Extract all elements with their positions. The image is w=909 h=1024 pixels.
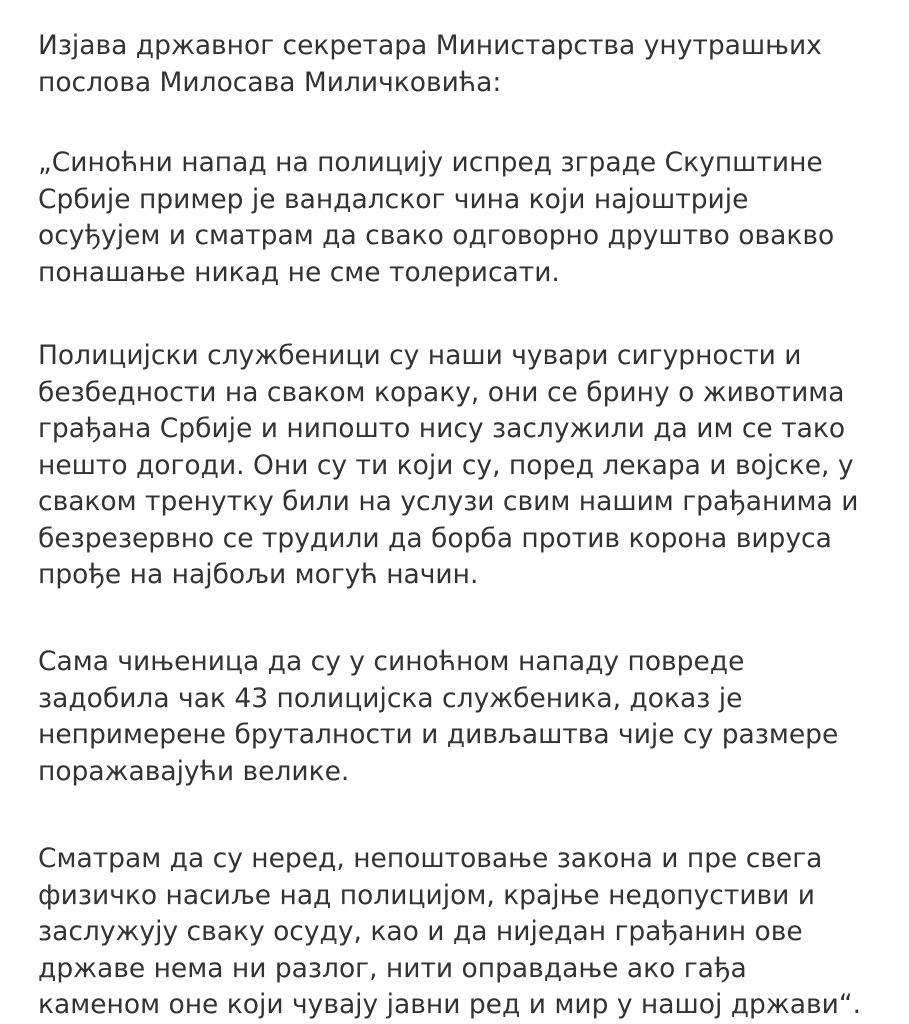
statement-intro-paragraph [38, 28, 822, 101]
text-line: државе нема ни разлог, нити оправдање ако гађа [38, 952, 747, 984]
text-line: заслужују сваку осуду, као и да ниједан грађанин ове [38, 916, 803, 947]
quote-paragraph-1 [38, 145, 834, 291]
text-line: каменом оне који чувају јавни ред и мир у нашој држави“. [38, 989, 861, 1020]
text-line: нешто догоди. Они су ти који су, поред лекара и војске, у [38, 449, 854, 481]
text-line: Сама чињеница да су у синоћном нападу повреде [38, 646, 745, 677]
text-line: понашање никад не сме толерисати. [38, 256, 560, 288]
text-line: осуђујем и сматрам да свако одговорно друштво овакво [38, 220, 835, 251]
text-line: Полицијски службеници су наши чувари сигурности и [38, 340, 802, 371]
quote-paragraph-4 [38, 841, 861, 1024]
text-line: сваком тренутку били на услузи свим нашим грађанима и [38, 486, 859, 517]
text-line: поражавајући велике. [38, 755, 350, 787]
text-line: Сматрам да су неред, непоштовање закона и пре свега [38, 843, 823, 874]
text-line: задобила чак 43 полицијска службеника, доказ је [38, 682, 743, 714]
quote-paragraph-3 [38, 644, 838, 790]
text-line: Србије пример је вандалског чина који најоштрије [38, 183, 749, 215]
text-line: послова Милосава Миличковића: [38, 66, 502, 98]
text-line: физичко насиље над полицијом, крајње недопустиви и [38, 879, 816, 911]
text-line: Изјава државног секретара Министарства унутрашњих [38, 30, 822, 61]
text-line: безбедности на сваком кораку, они се брину о животима [38, 376, 845, 408]
text-line: непримерене бруталности и дивљаштва чије су размере [38, 719, 839, 750]
text-line: прође на најбољи могућ начин. [38, 559, 479, 590]
text-line: грађана Србије и нипошто нису заслужили да им се тако [38, 413, 846, 444]
text-line: безрезервно се трудили да борба против корона вируса [38, 522, 832, 554]
quote-paragraph-2 [38, 338, 858, 594]
text-line: „Синоћни напад на полицију испред зграде Скупштине [38, 147, 823, 178]
